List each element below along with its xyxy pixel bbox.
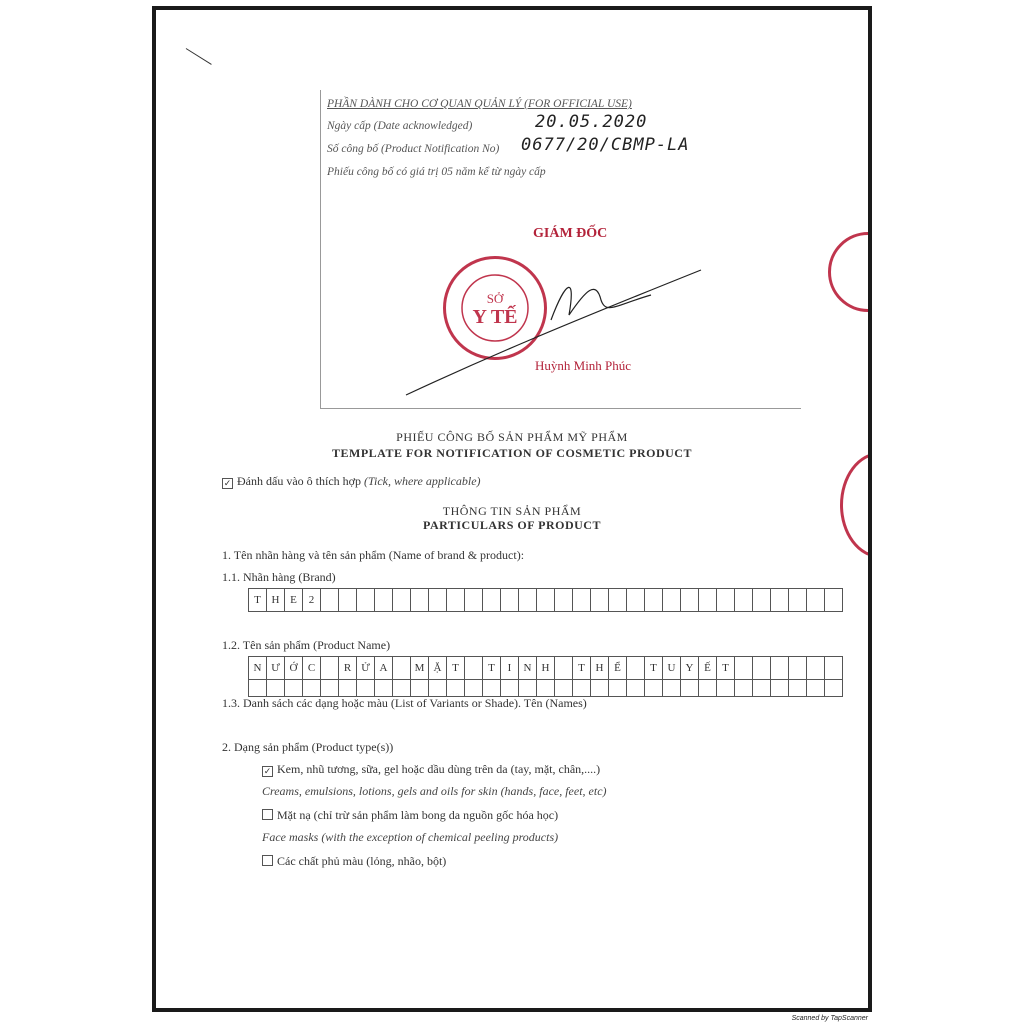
official-header: PHẦN DÀNH CHO CƠ QUAN QUẢN LÝ (FOR OFFICIAL USE) [327,98,632,110]
product-cell: Ế [699,657,717,680]
brand-cell [825,589,843,612]
brand-cell [357,589,375,612]
product-cell: N [249,657,267,680]
date-label: Ngày cấp (Date acknowledged) [327,120,473,132]
brand-cell: T [249,589,267,612]
item-2: 2. Dạng sản phẩm (Product type(s)) [222,740,394,754]
item-1: 1. Tên nhãn hàng và tên sản phẩm (Name of brand & product): [222,548,525,562]
product-cell [555,657,573,680]
product-cell-empty [789,679,807,697]
item-1-1: 1.1. Nhãn hàng (Brand) [222,570,336,584]
product-cell: C [303,657,321,680]
product-cell [789,657,807,680]
product-cell-empty [645,679,663,697]
product-cell [627,657,645,680]
product-cell [753,657,771,680]
brand-cell [375,589,393,612]
brand-cell [735,589,753,612]
product-cell: Ư [267,657,285,680]
product-cell [735,657,753,680]
product-cell: T [483,657,501,680]
checked-box-icon: ✓ [263,766,272,776]
option-face-masks: Mặt nạ (chỉ trừ sản phẩm làm bong da nguồn gốc hóa học) [262,808,558,823]
item-1-3: 1.3. Danh sách các dạng hoặc màu (List of Variants or Shade). Tên (Names) [222,696,587,710]
product-cell-empty [267,679,285,697]
product-grid-row2 [248,679,843,697]
product-cell: M [411,657,429,680]
option-color-coatings: Các chất phủ màu (lỏng, nhão, bột) [262,854,446,869]
product-cell-empty [555,679,573,697]
brand-cell [519,589,537,612]
product-cell: U [663,657,681,680]
empty-box-icon [262,855,273,866]
product-cell: Ớ [285,657,303,680]
product-cell [465,657,483,680]
product-cell-empty [285,679,303,697]
product-cell [321,657,339,680]
product-cell-empty [663,679,681,697]
brand-cell [645,589,663,612]
product-cell-empty [339,679,357,697]
product-cell [771,657,789,680]
brand-cell [429,589,447,612]
brand-cell [627,589,645,612]
product-cell [825,657,843,680]
product-cell-empty [573,679,591,697]
scanner-watermark: Scanned by TapScanner [791,1015,868,1022]
product-cell: Ử [357,657,375,680]
brand-cell: 2 [303,589,321,612]
product-cell-empty [393,679,411,697]
checked-box-icon: ✓ [223,478,232,488]
template-title-en: TEMPLATE FOR NOTIFICATION OF COSMETIC PRODUCT [332,446,692,460]
item-1-2: 1.2. Tên sản phẩm (Product Name) [222,638,391,652]
brand-cell [681,589,699,612]
brand-cell [555,589,573,612]
brand-grid [248,588,843,612]
brand-cell [411,589,429,612]
brand-cell [591,589,609,612]
partial-stamp-top [828,232,868,312]
product-cell: R [339,657,357,680]
product-cell-empty [375,679,393,697]
brand-cell [483,589,501,612]
product-cell [807,657,825,680]
particulars-title-vi: THÔNG TIN SẢN PHẨM [442,504,582,518]
product-cell-empty [357,679,375,697]
product-cell-empty [717,679,735,697]
number-value: 0677/20/CBMP-LA [521,135,690,155]
product-cell-empty [591,679,609,697]
brand-cell [465,589,483,612]
product-cell-empty [501,679,519,697]
brand-cell: H [267,589,285,612]
product-cell: N [519,657,537,680]
product-cell-empty [519,679,537,697]
product-cell-empty [303,679,321,697]
brand-cell [753,589,771,612]
brand-cell [771,589,789,612]
product-cell-empty [447,679,465,697]
product-cell-empty [483,679,501,697]
product-cell: A [375,657,393,680]
date-value: 20.05.2020 [535,112,648,132]
product-cell: T [717,657,735,680]
product-cell-empty [771,679,789,697]
product-cell-empty [465,679,483,697]
svg-text:SỞ: SỞ [486,291,504,306]
signature [401,260,721,400]
product-cell: T [645,657,663,680]
pen-mark [186,48,212,65]
product-cell-empty [249,679,267,697]
product-grid [248,656,843,680]
partial-stamp-bottom [840,452,868,558]
empty-box-icon [262,809,273,820]
product-cell: H [537,657,555,680]
brand-cell [699,589,717,612]
signer-name: Huỳnh Minh Phúc [535,358,632,373]
product-cell-empty [537,679,555,697]
product-cell: H [591,657,609,680]
tick-instruction: ✓ Đánh dấu vào ô thích hợp (Tick, where applicable) [223,474,481,488]
product-cell-empty [429,679,447,697]
product-cell-empty [627,679,645,697]
product-cell-empty [807,679,825,697]
product-cell-empty [825,679,843,697]
template-title-vi: PHIẾU CÔNG BỐ SẢN PHẨM MỸ PHẨM [396,430,628,444]
product-cell: T [447,657,465,680]
product-cell-empty [321,679,339,697]
brand-cell [807,589,825,612]
product-cell-empty [699,679,717,697]
brand-cell [537,589,555,612]
particulars-title-en: PARTICULARS OF PRODUCT [423,518,601,532]
brand-cell [321,589,339,612]
product-cell-empty [609,679,627,697]
brand-cell [573,589,591,612]
number-label: Số công bố (Product Notification No) [327,143,500,155]
brand-cell [663,589,681,612]
product-cell [393,657,411,680]
document-page [156,10,868,1008]
validity-text: Phiếu công bố có giá trị 05 năm kể từ ngày cấp [327,166,546,178]
product-cell-empty [735,679,753,697]
product-cell-empty [753,679,771,697]
option-face-masks-en: Face masks (with the exception of chemical peeling products) [262,830,559,844]
product-cell: T [573,657,591,680]
option-creams: ✓ Kem, nhũ tương, sữa, gel hoặc dầu dùng trên da (tay, mặt, chân,....) [263,762,601,776]
product-cell: Y [681,657,699,680]
option-creams-en: Creams, emulsions, lotions, gels and oils for skin (hands, face, feet, etc) [262,784,607,798]
official-use-box [320,90,801,409]
brand-cell [717,589,735,612]
brand-cell [447,589,465,612]
brand-cell [609,589,627,612]
product-cell: Ể [609,657,627,680]
director-title: GIÁM ĐỐC [533,226,608,241]
product-cell-empty [681,679,699,697]
product-cell: Ặ [429,657,447,680]
brand-cell: E [285,589,303,612]
brand-cell [501,589,519,612]
product-cell-empty [411,679,429,697]
brand-cell [789,589,807,612]
product-cell: I [501,657,519,680]
svg-text:Y TẾ: Y TẾ [472,306,518,328]
brand-cell [339,589,357,612]
brand-cell [393,589,411,612]
